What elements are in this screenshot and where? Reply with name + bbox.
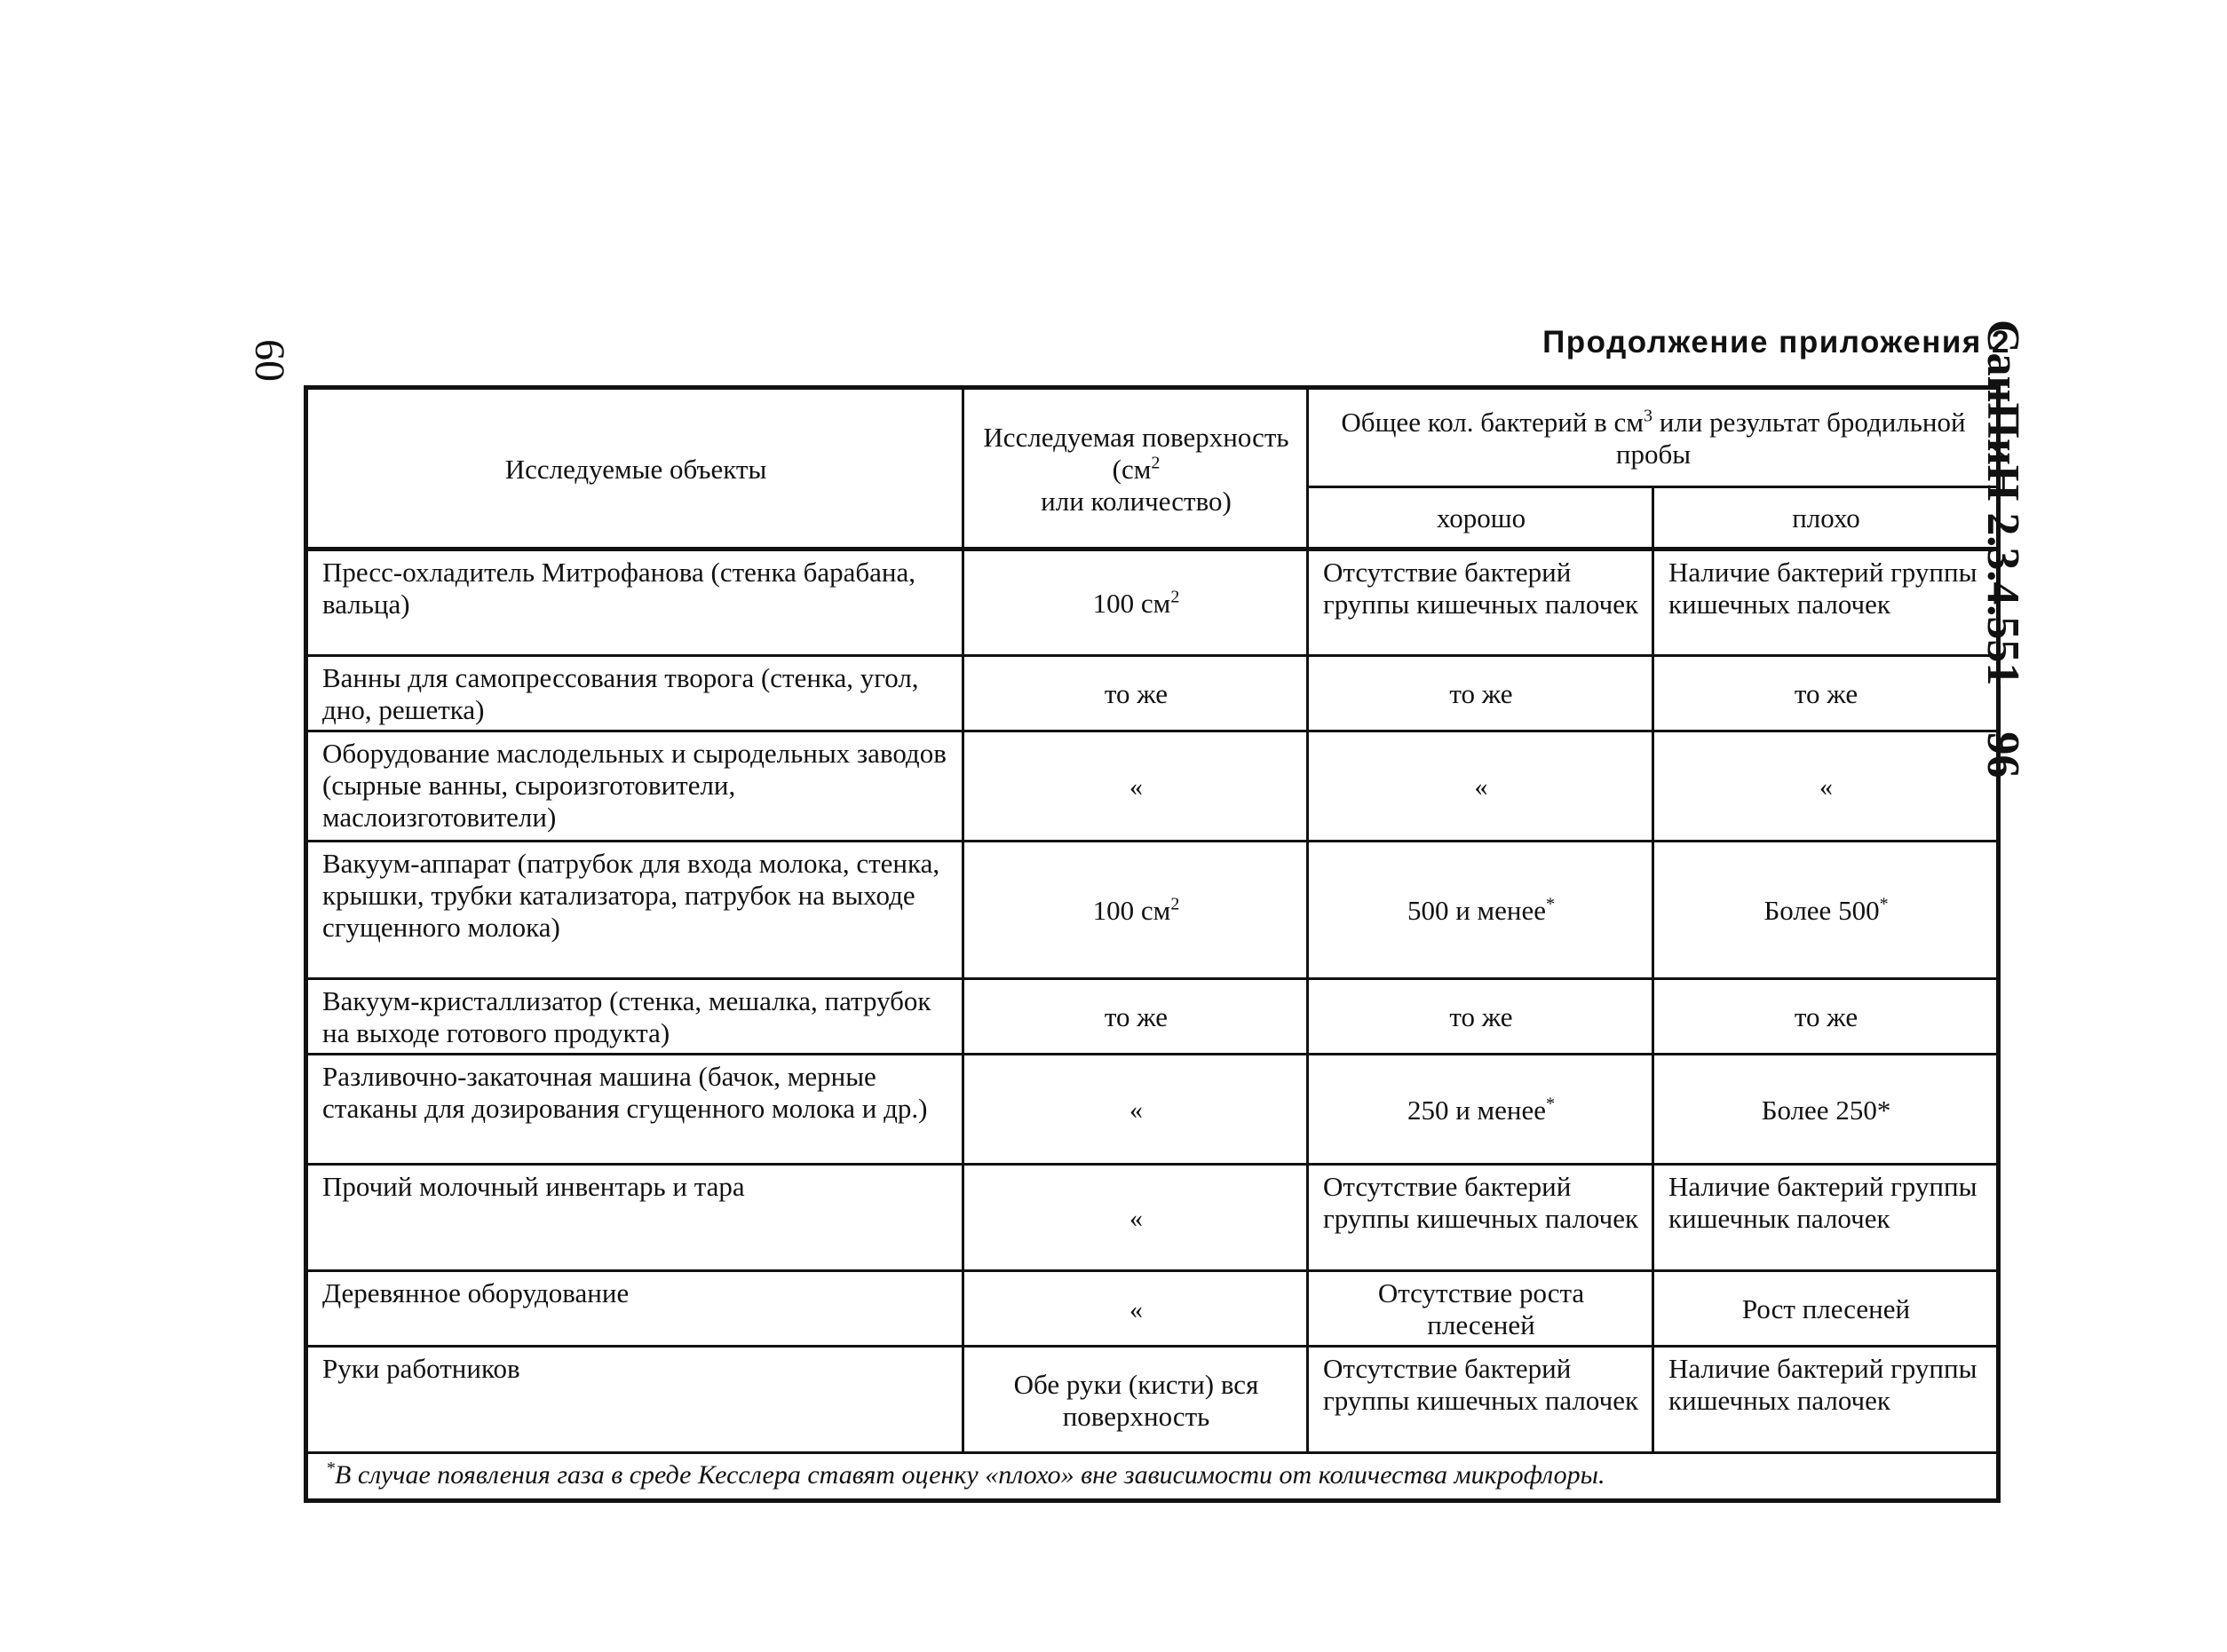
table-row bbox=[306, 979, 1999, 1055]
cell-surface-text: « bbox=[1129, 772, 1143, 802]
cell-bad bbox=[1653, 1347, 1999, 1453]
cell-object-text: Пресс-охладитель Митрофанова (стенка барабана, вальца) bbox=[322, 557, 915, 620]
cell-surface-text: Обе руки (кисти) вся поверхность bbox=[1013, 1368, 1259, 1432]
cell-object-text: Деревянное оборудование bbox=[322, 1277, 630, 1308]
cell-surface-text: « bbox=[1129, 1294, 1143, 1324]
cell-object-text: Руки работников bbox=[322, 1353, 520, 1384]
cell-good bbox=[1308, 549, 1653, 656]
cell-surface bbox=[963, 1347, 1308, 1453]
cell-surface-text: 100 см bbox=[1092, 588, 1171, 619]
cell-object-text: Ванны для самопрессования творога (стенка, угол, дно, решетка) bbox=[322, 662, 919, 725]
cell-bad-text: то же bbox=[1794, 1001, 1858, 1032]
table-row bbox=[306, 1347, 1999, 1453]
header-surface-text: Исследуемая поверхность (см bbox=[983, 421, 1289, 485]
header-objects bbox=[306, 388, 963, 549]
cell-surface bbox=[963, 1165, 1308, 1271]
cell-object bbox=[306, 1271, 963, 1347]
cell-good-text: 250 и менее bbox=[1407, 1094, 1547, 1126]
header-good bbox=[1308, 487, 1653, 549]
cell-surface bbox=[963, 842, 1308, 979]
sanitary-table bbox=[304, 385, 2001, 1503]
cell-bad bbox=[1653, 1165, 1999, 1271]
cell-good bbox=[1308, 1055, 1653, 1165]
cell-good bbox=[1308, 1347, 1653, 1453]
cell-object bbox=[306, 1055, 963, 1165]
table-row bbox=[306, 1271, 1999, 1347]
document-code: СанПиН 2.3.4.551—96 bbox=[1977, 320, 2028, 779]
table-row bbox=[306, 731, 1999, 842]
cell-bad bbox=[1653, 1271, 1999, 1347]
cell-good-text: Отсутствие роста плесеней bbox=[1377, 1277, 1585, 1340]
cell-bad-text: то же bbox=[1794, 678, 1858, 709]
header-total-text: Общее кол. бактерий в см bbox=[1341, 407, 1644, 438]
cell-object bbox=[306, 842, 963, 979]
cell-surface-text: 100 см bbox=[1092, 895, 1171, 926]
header-surface bbox=[963, 388, 1308, 549]
cell-object-text: Прочий молочный инвентарь и тара bbox=[322, 1171, 745, 1202]
cell-bad bbox=[1653, 656, 1999, 731]
cell-object bbox=[306, 549, 963, 656]
continuation-title: Продолжение приложения 2 bbox=[1542, 325, 2010, 360]
cell-surface bbox=[963, 1271, 1308, 1347]
page-number: 60 bbox=[246, 339, 293, 382]
cell-bad-text: Более 500 bbox=[1763, 895, 1880, 926]
cell-bad-text: Более 250* bbox=[1761, 1094, 1891, 1126]
cell-good bbox=[1308, 731, 1653, 842]
cell-surface bbox=[963, 731, 1308, 842]
cell-good-text: то же bbox=[1449, 678, 1513, 709]
header-objects-text: Исследуемые объекты bbox=[504, 453, 767, 485]
cell-bad-text: Рост плесеней bbox=[1741, 1293, 1911, 1324]
header-total bbox=[1308, 388, 1999, 487]
table-row bbox=[306, 1165, 1999, 1271]
cell-bad bbox=[1653, 1055, 1999, 1165]
cell-good bbox=[1308, 1165, 1653, 1271]
cell-surface bbox=[963, 549, 1308, 656]
header-total-sup: 3 bbox=[1643, 406, 1652, 426]
cell-object bbox=[306, 731, 963, 842]
cell-surface bbox=[963, 656, 1308, 731]
cell-good bbox=[1308, 979, 1653, 1055]
cell-surface-text: « bbox=[1129, 1095, 1143, 1125]
cell-surface-text: « bbox=[1129, 1204, 1143, 1233]
cell-surface bbox=[963, 979, 1308, 1055]
header-surface-sup: 2 bbox=[1151, 453, 1161, 473]
cell-bad-text: « bbox=[1819, 772, 1833, 802]
cell-bad bbox=[1653, 979, 1999, 1055]
cell-good bbox=[1308, 842, 1653, 979]
header-bad-text: плохо bbox=[1792, 502, 1860, 534]
header-good-text: хорошо bbox=[1436, 502, 1526, 534]
table-row bbox=[306, 549, 1999, 656]
cell-good-text: Отсутствие бактерий группы кишечных палочек bbox=[1323, 1171, 1639, 1234]
cell-good-text: то же bbox=[1449, 1001, 1513, 1032]
table-row bbox=[306, 656, 1999, 731]
cell-good-sup: * bbox=[1546, 894, 1556, 914]
cell-good bbox=[1308, 1271, 1653, 1347]
cell-surface bbox=[963, 1055, 1308, 1165]
cell-object-text: Разливочно-закаточная машина (бачок, мерные стаканы для дозирования сгущенного молока и др.) bbox=[322, 1061, 928, 1124]
table-body bbox=[306, 549, 1999, 1453]
cell-object-text: Вакуум-кристаллизатор (стенка, мешалка, патрубок на выходе готового продукта) bbox=[322, 985, 931, 1048]
table-row bbox=[306, 842, 1999, 979]
cell-good-sup: * bbox=[1546, 1094, 1556, 1114]
cell-bad bbox=[1653, 549, 1999, 656]
cell-surface-sup: 2 bbox=[1170, 894, 1180, 914]
cell-bad-sup: * bbox=[1879, 894, 1889, 914]
cell-bad-text: Наличие бактерий группы кишечных палочек bbox=[1668, 1353, 1977, 1416]
cell-surface-text: то же bbox=[1104, 1001, 1169, 1032]
cell-good-text: 500 и менее bbox=[1407, 895, 1547, 926]
cell-object bbox=[306, 1165, 963, 1271]
cell-good-text: Отсутствие бактерий группы кишечных палочек bbox=[1323, 557, 1639, 620]
cell-bad-text: Наличие бактерий группы кишечнык палочек bbox=[1668, 1171, 1977, 1234]
header-surface-tail: или количество) bbox=[1041, 485, 1232, 517]
cell-bad bbox=[1653, 842, 1999, 979]
table-row bbox=[306, 1055, 1999, 1165]
footnote-text: В случае появления газа в среде Кесслера ставят оценку «плохо» вне зависимости от количества микрофлоры. bbox=[335, 1460, 1605, 1490]
cell-object-text: Вакуум-аппарат (патрубок для входа молока, стенка, крышки, трубки катализатора, патрубок на выходе сгущенного молока) bbox=[322, 848, 940, 943]
header-bad bbox=[1653, 487, 1999, 549]
footnote bbox=[306, 1453, 1999, 1501]
cell-object-text: Оборудование маслодельных и сыродельных заводов (сырные ванны, сыроизготовители, маслоизготовители) bbox=[322, 738, 947, 833]
cell-object bbox=[306, 1347, 963, 1453]
header-total-tail: или результат бродильной пробы bbox=[1615, 407, 1966, 470]
cell-good bbox=[1308, 656, 1653, 731]
cell-good-text: « bbox=[1474, 772, 1488, 802]
cell-object bbox=[306, 656, 963, 731]
cell-surface-text: то же bbox=[1104, 678, 1169, 709]
cell-bad bbox=[1653, 731, 1999, 842]
cell-surface-sup: 2 bbox=[1170, 587, 1180, 607]
footnote-mark: * bbox=[326, 1458, 335, 1478]
cell-bad-text: Наличие бактерий группы кишечных палочек bbox=[1668, 557, 1977, 620]
cell-good-text: Отсутствие бактерий группы кишечных палочек bbox=[1323, 1353, 1639, 1416]
cell-object bbox=[306, 979, 963, 1055]
